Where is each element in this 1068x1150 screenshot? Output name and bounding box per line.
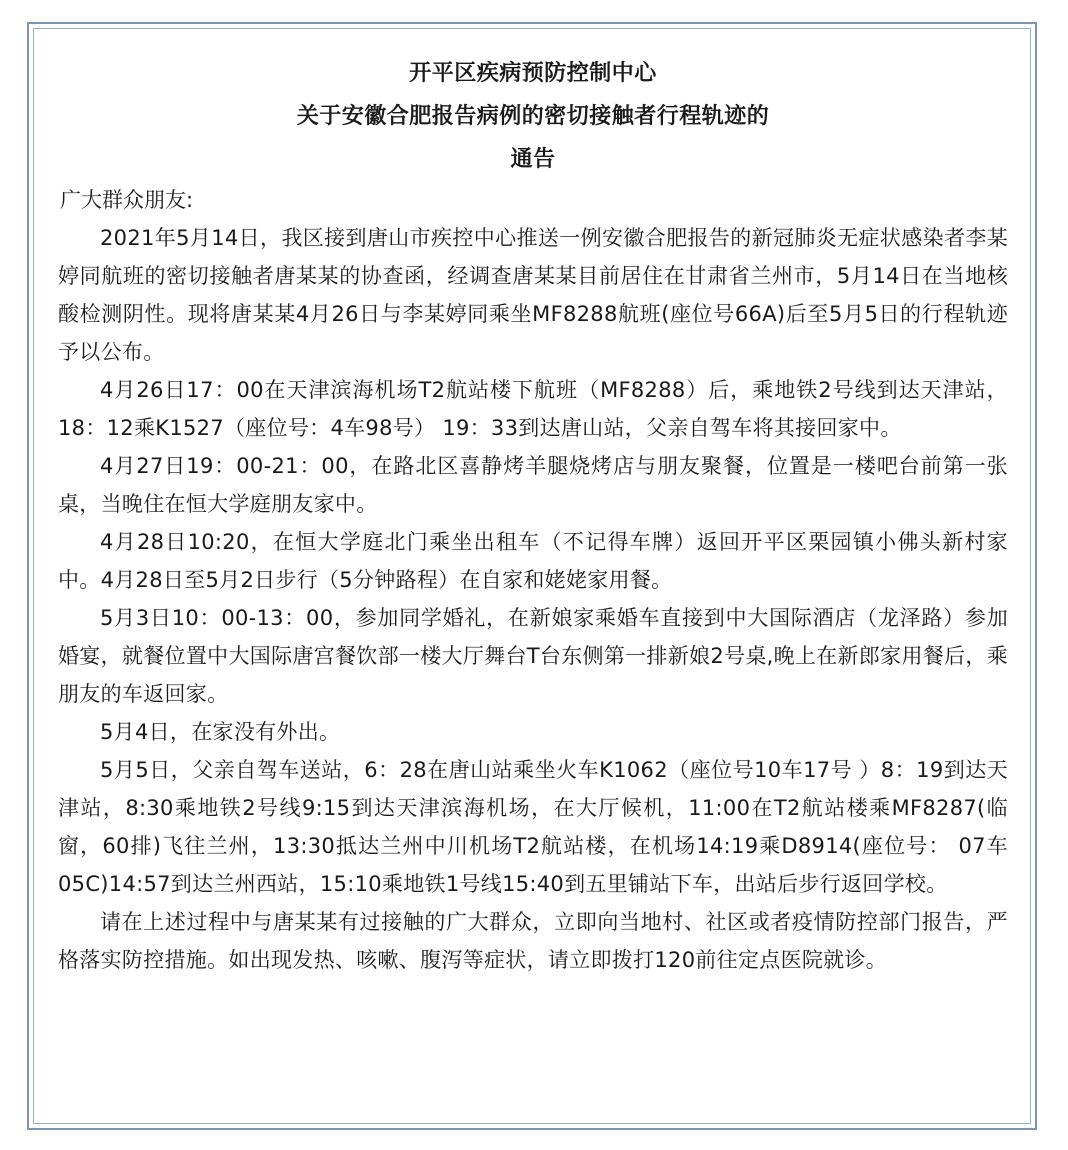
paragraph-may-4: 5月4日，在家没有外出。 <box>100 720 341 744</box>
notice-content <box>58 52 1008 979</box>
paragraph-apr-27: 4月27日19：00-21：00，在路北区喜静烤羊腿烧烤店与朋友聚餐，位置是一楼吧台前第一张桌，当晚住在恒大学庭朋友家中。 <box>58 454 1008 516</box>
paragraph-apr-26: 4月26日17：00在天津滨海机场T2航站楼下航班（MF8288）后，乘地铁2号线到达天津站，18：12乘K1527（座位号：4车98号） 19：33到达唐山站，父亲自驾车将其接回家中。 <box>58 378 1008 440</box>
paragraph-may-3: 5月3日10：00-13：00，参加同学婚礼，在新娘家乘婚车直接到中大国际酒店（龙泽路）参加婚宴，就餐位置中大国际唐宫餐饮部一楼大厅舞台T台东侧第一排新娘2号桌,晚上在新郎家用餐后，乘朋友的车返回家。 <box>58 606 1008 706</box>
paragraph-intro: 2021年5月14日，我区接到唐山市疾控中心推送一例安徽合肥报告的新冠肺炎无症状感染者李某婷同航班的密切接触者唐某某的协查函，经调查唐某某目前居住在甘肃省兰州市，5月14日在当地核酸检测阴性。现将唐某某4月26日与李某婷同乘坐MF8288航班(座位号66A)后至5月5日的行程轨迹予以公布。 <box>58 226 1008 364</box>
notice-title-subject: 关于安徽合肥报告病例的密切接触者行程轨迹的 <box>296 104 770 129</box>
notice-title-issuer: 开平区疾病预防控制中心 <box>409 61 657 86</box>
paragraph-advisory: 请在上述过程中与唐某某有过接触的广大群众，立即向当地村、社区或者疫情防控部门报告，严格落实防控措施。如出现发热、咳嗽、腹泻等症状，请立即拨打120前往定点医院就诊。 <box>58 910 1008 972</box>
paragraph-may-5: 5月5日，父亲自驾车送站，6：28在唐山站乘坐火车K1062（座位号10车17号 ）8：19到达天津站，8:30乘地铁2号线9:15到达天津滨海机场，在大厅候机，11:00在T2航站楼乘MF8287(临窗，60排)飞往兰州，13:30抵达兰州中川机场T2航站楼，在机场14:19乘D8914(座位号： 07车05C)14:57到达兰州西站，15:10乘地铁1号线15:40到五里铺站下车，出站后步行返回学校。 <box>58 758 1008 896</box>
notice-title-type: 通告 <box>510 147 556 172</box>
notice-salutation: 广大群众朋友: <box>60 188 194 212</box>
paragraph-apr-28: 4月28日10:20，在恒大学庭北门乘坐出租车（不记得车牌）返回开平区栗园镇小佛头新村家中。4月28日至5月2日步行（5分钟路程）在自家和姥姥家用餐。 <box>58 530 1008 592</box>
